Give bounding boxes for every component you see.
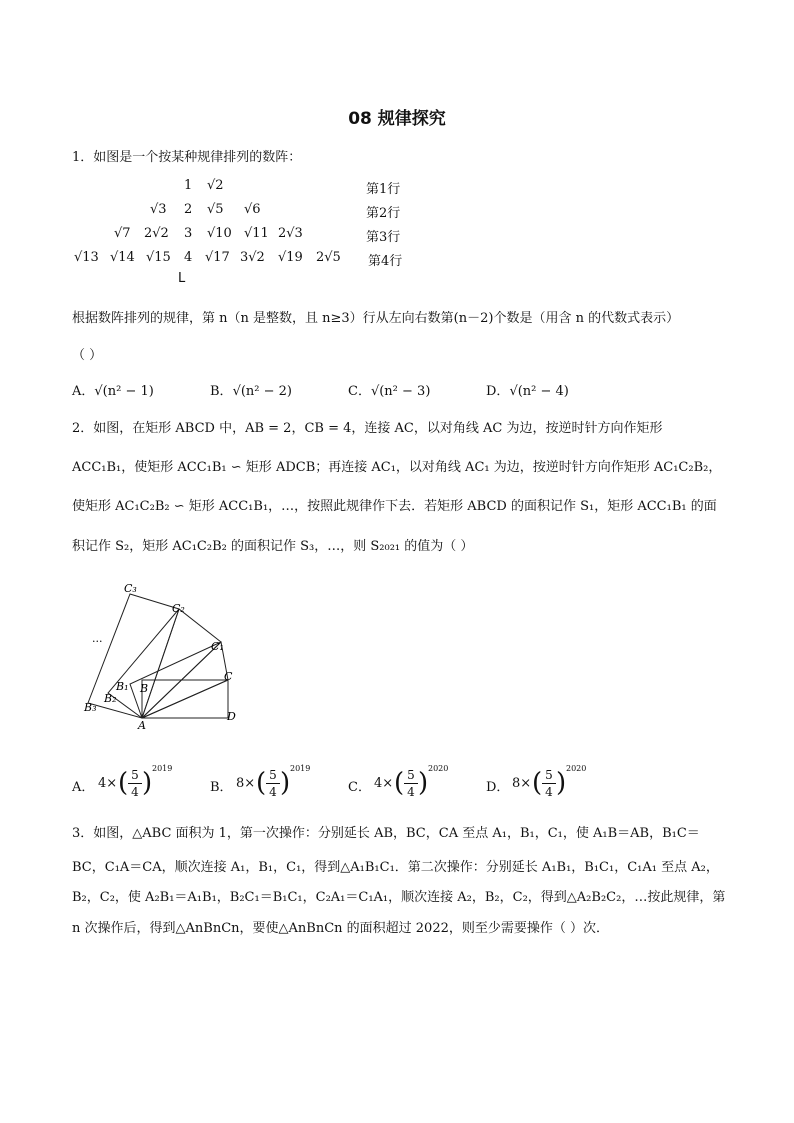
fraction-denominator: 4 (131, 785, 139, 799)
exponent: 2019 (152, 764, 173, 773)
array-cell: √7 (114, 226, 131, 241)
label-c3: C₃ (124, 582, 137, 595)
label-c: C (224, 670, 233, 683)
q3-line-3: B₂，C₂，使 A₂B₁＝A₁B₁，B₂C₁＝B₁C₁，C₂A₁＝C₁A₁，顺次连接 A₂，B₂，C₂，得到△A₂B₂C₂，…按此规律，第 (72, 890, 726, 905)
array-cell: 2√3 (278, 226, 303, 241)
rectangle-figure (80, 580, 250, 730)
label-b2: B₂ (104, 692, 117, 705)
q3-line-1: 3．如图，△ABC 面积为 1，第一次操作：分别延长 AB，BC，CA 至点 A₁，B₁，C₁，使 A₁B＝AB，B₁C＝ (72, 826, 700, 841)
row-label: 第2行 (366, 206, 401, 221)
q2-line-2: ACC₁B₁，使矩形 ACC₁B₁ ∽ 矩形 ADCB；再连接 AC₁，以对角线 AC₁ 为边，按逆时针方向作矩形 AC₁C₂B₂， (72, 460, 722, 475)
fraction-denominator: 4 (407, 785, 415, 799)
array-cell: 3 (184, 226, 193, 241)
option-a[interactable]: A．√(n² − 1) (72, 384, 154, 399)
array-cell: 4 (184, 250, 193, 265)
row-label: 第1行 (366, 182, 401, 197)
label-a: A (138, 719, 146, 730)
q2-line-3: 使矩形 AC₁C₂B₂ ∽ 矩形 ACC₁B₁，…，按照此规律作下去．若矩形 ABCD 的面积记作 S₁，矩形 ACC₁B₁ 的面 (72, 499, 717, 514)
label-c1: C₁ (211, 640, 224, 653)
q1-intro: 1．如图是一个按某种规律排列的数阵： (72, 150, 302, 165)
option-b[interactable]: B．√(n² − 2) (210, 384, 293, 399)
array-cell: 2√2 (144, 226, 169, 241)
fraction-bar (266, 783, 280, 784)
label-c2: C₂ (172, 602, 185, 615)
exponent: 2019 (290, 764, 311, 773)
array-cell: √10 (207, 226, 232, 241)
q3-line-2: BC，C₁A＝CA，顺次连接 A₁，B₁，C₁，得到△A₁B₁C₁．第二次操作：分别延长 A₁B₁，B₁C₁，C₁A₁ 至点 A₂， (72, 860, 719, 875)
q1-answer-paren: （ ） (72, 348, 103, 363)
continuation-mark: L (178, 271, 186, 286)
array-cell: √11 (244, 226, 269, 241)
array-cell: √6 (244, 202, 261, 217)
exponent: 2020 (428, 764, 449, 773)
option-d[interactable]: D．√(n² − 4) (486, 384, 569, 399)
array-cell: 2√5 (316, 250, 341, 265)
array-cell: √2 (207, 178, 224, 193)
q2-line-4: 积记作 S₂，矩形 AC₁C₂B₂ 的面积记作 S₃，…，则 S₂₀₂₁ 的值为（ ） (72, 539, 474, 554)
array-cell: 1 (184, 178, 193, 193)
row-label: 第3行 (366, 230, 401, 245)
array-cell: 2 (184, 202, 193, 217)
fraction-numerator: 5 (269, 768, 277, 782)
array-cell: √19 (278, 250, 303, 265)
label-ellipsis: ... (92, 632, 103, 645)
fraction-numerator: 5 (545, 768, 553, 782)
array-cell: √17 (205, 250, 230, 265)
page-title: 08 规律探究 (348, 109, 446, 129)
fraction-bar (404, 783, 418, 784)
fraction-bar (542, 783, 556, 784)
label-b: B (140, 682, 149, 695)
fraction-numerator: 5 (131, 768, 139, 782)
exponent: 2020 (566, 764, 587, 773)
fraction-bar (128, 783, 142, 784)
label-b1: B₁ (116, 680, 129, 693)
array-cell: √3 (150, 202, 167, 217)
label-b3: B₃ (84, 701, 97, 714)
q2-line-1: 2．如图，在矩形 ABCD 中，AB = 2，CB = 4，连接 AC，以对角线 AC 为边，按逆时针方向作矩形 (72, 421, 663, 436)
array-cell: 3√2 (240, 250, 265, 265)
q1-question: 根据数阵排列的规律，第 n（n 是整数，且 n≥3）行从左向右数第(n－2)个数是（用含 n 的代数式表示） (72, 311, 680, 326)
array-cell: √13 (74, 250, 99, 265)
label-d: D (227, 710, 236, 723)
fraction-denominator: 4 (269, 785, 277, 799)
fraction-denominator: 4 (545, 785, 553, 799)
option-c[interactable]: C．√(n² − 3) (348, 384, 431, 399)
array-cell: √14 (110, 250, 135, 265)
fraction-numerator: 5 (407, 768, 415, 782)
array-cell: √5 (207, 202, 224, 217)
row-label: 第4行 (368, 254, 403, 269)
array-cell: √15 (146, 250, 171, 265)
q3-line-4: n 次操作后，得到△AnBnCn，要使△AnBnCn 的面积超过 2022，则至少需要操作（ ）次． (72, 921, 609, 936)
